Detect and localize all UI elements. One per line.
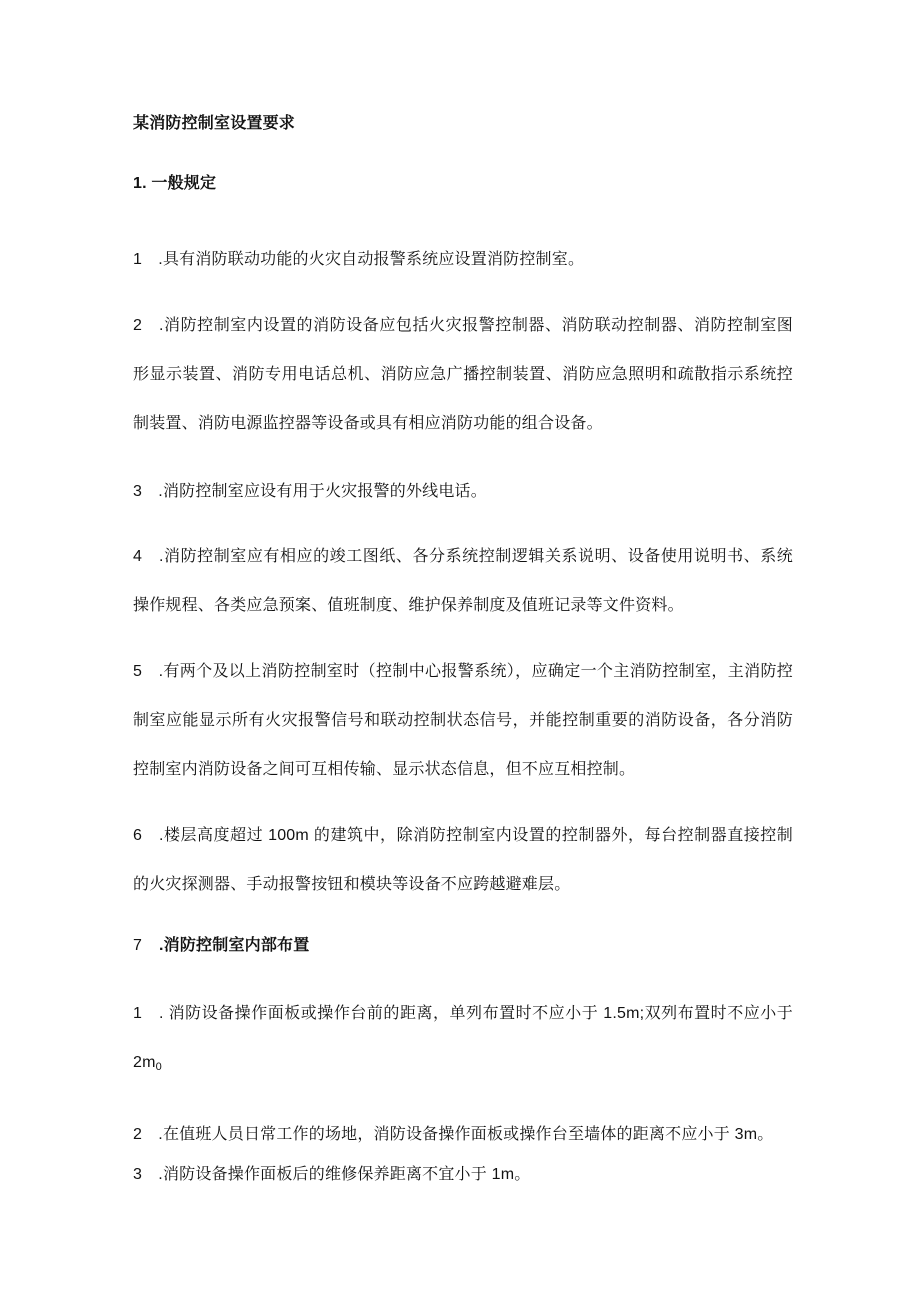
interior-item-1-text: 1 . 消防设备操作面板或操作台前的距离，单列布置时不应小于 1.5m;双列布置时不应小于 2m: [133, 1005, 793, 1071]
interior-item-2: 2 .在值班人员日常工作的场地，消防设备操作面板或操作台至墙体的距离不应小于 3m。: [133, 1126, 774, 1143]
interior-item-3: 3 .消防设备操作面板后的维修保养距离不宜小于 1m。: [133, 1166, 531, 1183]
section-heading-general: 1. 一般规定: [133, 175, 217, 192]
interior-item-1-subscript: 0: [155, 1061, 162, 1073]
general-item-1: 1 .具有消防联动功能的火灾自动报警系统应设置消防控制室。: [133, 251, 585, 268]
general-item-3: 3 .消防控制室应设有用于火灾报警的外线电话。: [133, 483, 487, 500]
general-item-5: 5 .有两个及以上消防控制室时（控制中心报警系统），应确定一个主消防控制室，主消防控制室应能显示所有火灾报警信号和联动控制状态信号，并能控制重要的消防设备，各分消防控制室内消防设备之间可互相传输、显示状态信息，但不应互相控制。: [133, 663, 793, 778]
general-item-2: 2 .消防控制室内设置的消防设备应包括火灾报警控制器、消防联动控制器、消防控制室图形显示装置、消防专用电话总机、消防应急广播控制装置、消防应急照明和疏散指示系统控制装置、消防电源监控器等设备或具有相应消防功能的组合设备。: [133, 317, 793, 432]
doc-title: 某消防控制室设置要求: [133, 115, 296, 132]
general-item-4: 4 .消防控制室应有相应的竣工图纸、各分系统控制逻辑关系说明、设备使用说明书、系统操作规程、各类应急预案、值班制度、维护保养制度及值班记录等文件资料。: [133, 548, 793, 614]
interior-heading-number: 7: [133, 937, 143, 954]
interior-heading-text: .消防控制室内部布置: [159, 937, 310, 954]
section-heading-interior: [133, 921, 793, 970]
general-item-6: 6 .楼层高度超过 100m 的建筑中，除消防控制室内设置的控制器外，每台控制器直接控制的火灾探测器、手动报警按钮和模块等设备不应跨越避难层。: [133, 827, 793, 893]
interior-item-1: [133, 989, 793, 1087]
